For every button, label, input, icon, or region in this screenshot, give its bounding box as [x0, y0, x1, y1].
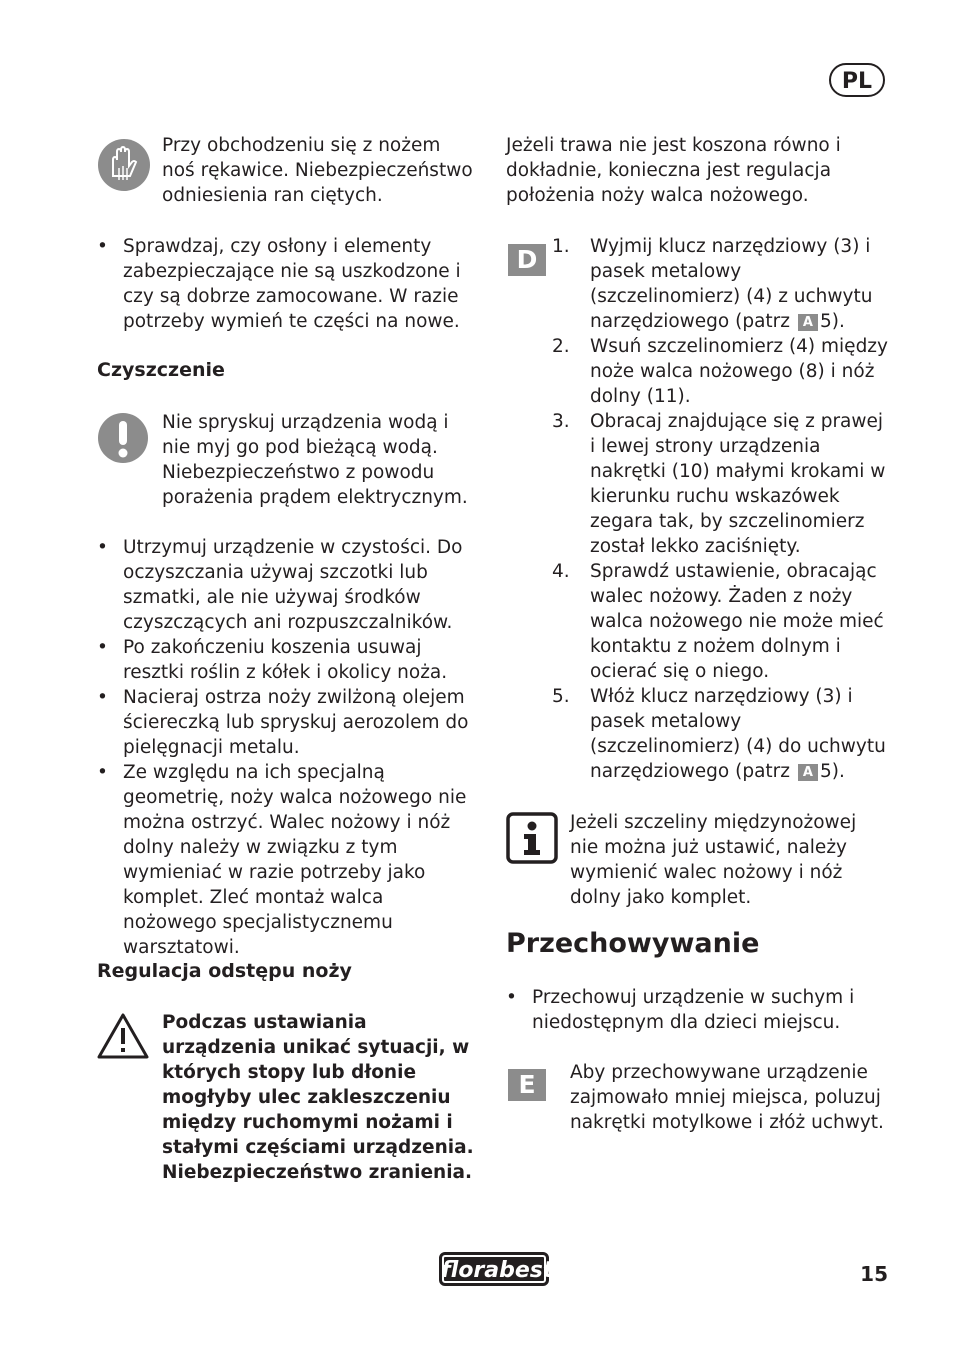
adjust-intro: Jeżeli trawa nie jest koszona równo i dokładnie, konieczna jest regulacja położenia noży walca nożowego.: [506, 135, 841, 206]
step-number: 2.: [552, 336, 570, 357]
step-tail: 5).: [819, 311, 845, 332]
adjust-steps: [552, 234, 892, 784]
step-text: Włóż klucz narzędziowy (3) i pasek metalowy (szczelinomierz) (4) do uchwytu narzędziowego (patrz: [590, 686, 886, 782]
warning-triangle-icon: [97, 1012, 149, 1060]
list-item: • Sprawdzaj, czy osłony i elementy zabezpieczające nie są uszkodzone i czy są dobrze zamocowane. W razie potrzeby wymień te części na nowe.: [97, 234, 477, 334]
florabest-logo: florabest: [439, 1252, 549, 1286]
list-item: [552, 409, 892, 559]
warning-text: Podczas ustawiania urządzenia unikać sytuacji, w których stopy lub dłonie mogłyby ulec zakleszczeniu między ruchomymi nożami i stałymi częściami urządzenia. Niebezpieczeństwo zranienia.: [162, 1012, 474, 1183]
cleaning-heading: Czyszczenie: [97, 359, 225, 381]
exclamation-icon: [97, 412, 149, 464]
step-number: 4.: [552, 561, 570, 582]
list-item: [552, 559, 892, 684]
adjust-heading: Regulacja odstępu noży: [97, 960, 352, 982]
list-item: • Przechowuj urządzenie w suchym i niedostępnym dla dzieci miejscu.: [506, 985, 891, 1035]
list-item: • Po zakończeniu koszenia usuwaj resztki roślin z kółek i okolicy noża.: [97, 635, 479, 685]
storage-bullets: [506, 985, 891, 1035]
list-item: [552, 684, 892, 784]
figure-e-badge: E: [508, 1069, 546, 1101]
page-number: 15: [860, 1262, 888, 1286]
list-item: • Nacieraj ostrza noży zwilżoną olejem ściereczką lub spryskuj aerozolem do pielęgnacji metalu.: [97, 685, 479, 760]
step-text: Sprawdź ustawienie, obracając walec nożowy. Żaden z noży walca nożowego nie może mieć kontaktu z nożem dolnym i ocierać się o niego.: [590, 561, 884, 682]
safety-bullets: [97, 234, 477, 334]
water-note: Nie spryskuj urządzenia wodą i nie myj go pod bieżącą wodą. Niebezpieczeństwo z powodu porażenia prądem elektrycznym.: [162, 412, 468, 508]
storage-heading: Przechowywanie: [506, 928, 760, 959]
language-badge: PL: [829, 63, 885, 97]
info-note: Jeżeli szczeliny międzynożowej nie można już ustawić, należy wymienić walec nożowy i nóż dolny jako komplet.: [570, 812, 857, 908]
step-text: Wsuń szczelinomierz (4) między noże walca nożowego (8) i nóż dolny (11).: [590, 336, 888, 407]
list-item: • Utrzymuj urządzenie w czystości. Do oczyszczania używaj szczotki lub szmatki, ale nie używaj środków czyszczących ani rozpuszczalników.: [97, 535, 479, 635]
step-number: 1.: [552, 236, 570, 257]
gloves-note: Przy obchodzeniu się z nożem noś rękawice. Niebezpieczeństwo odniesienia ran ciętych.: [162, 135, 473, 206]
figure-ref: A: [798, 314, 818, 331]
figure-d-badge: D: [508, 244, 546, 276]
gloves-icon: [97, 138, 151, 192]
step-number: 3.: [552, 411, 570, 432]
info-icon: [506, 812, 558, 864]
cleaning-bullets: [97, 535, 479, 960]
step-text: Wyjmij klucz narzędziowy (3) i pasek metalowy (szczelinomierz) (4) z uchwytu narzędziowego (patrz: [590, 236, 873, 332]
list-item: [552, 334, 892, 409]
list-item: [552, 234, 892, 334]
list-item: • Ze względu na ich specjalną geometrię, noży walca nożowego nie można ostrzyć. Walec nożowy i nóż dolny należy w związku z tym wymieniać w razie potrzeby jako komplet. Zleć montaż walca nożowego specjalistycznemu warsztatowi.: [97, 760, 479, 960]
step-text: Obracaj znajdujące się z prawej i lewej strony urządzenia nakrętki (10) małymi krokami w kierunku ruchu wskazówek zegara tak, by szczelinomierz został lekko zaciśnięty.: [590, 411, 886, 557]
step-tail: 5).: [819, 761, 845, 782]
storage-note: Aby przechowywane urządzenie zajmowało mniej miejsca, poluzuj nakrętki motylkowe i złóż uchwyt.: [570, 1062, 884, 1133]
step-number: 5.: [552, 686, 570, 707]
figure-ref: A: [798, 764, 818, 781]
